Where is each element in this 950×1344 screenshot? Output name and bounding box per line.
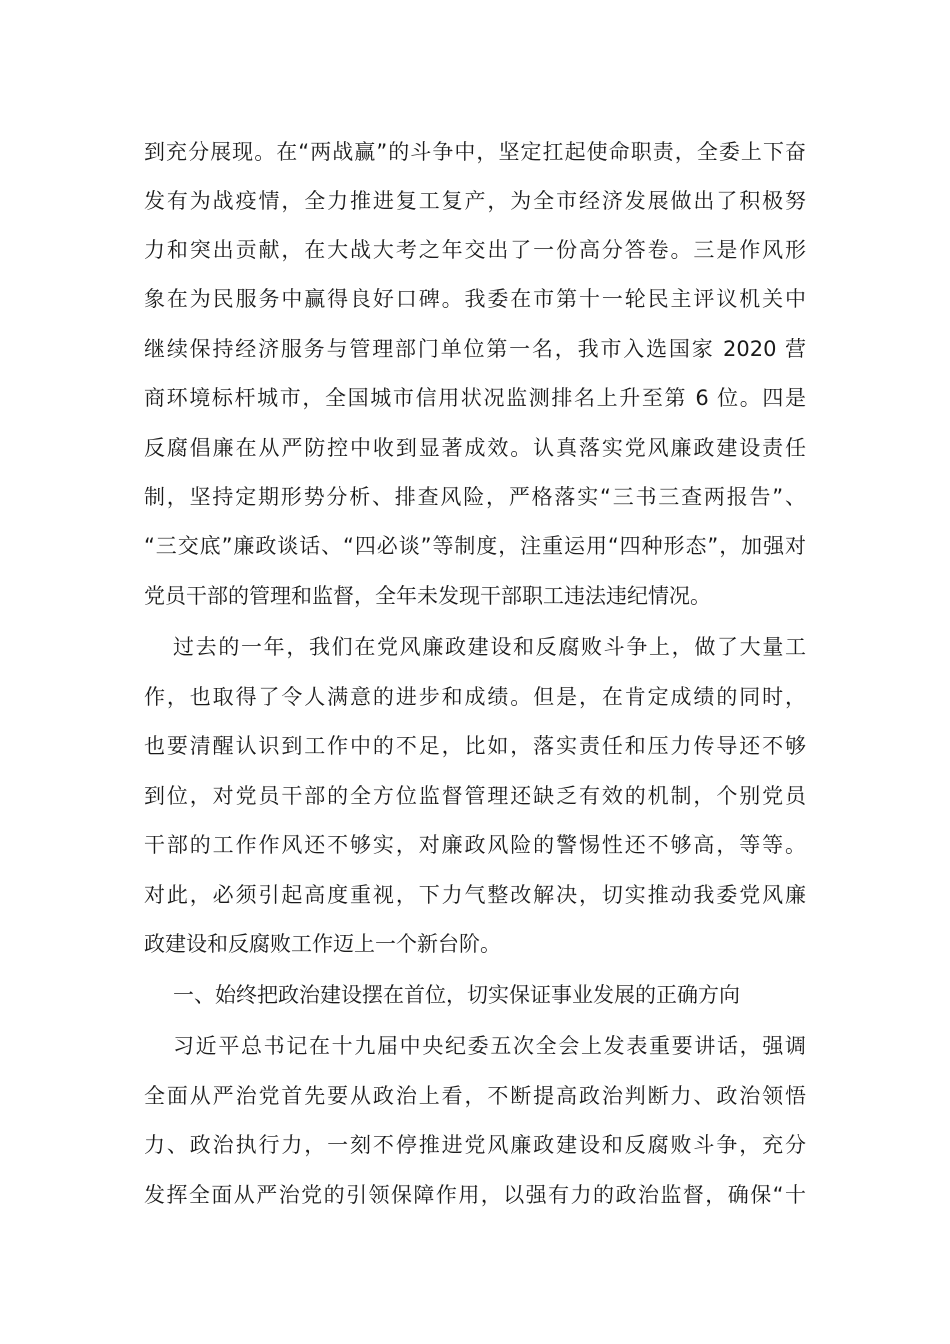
text-line: 到位，对党员干部的全方位监督管理还缺乏有效的机制，个别党员 — [144, 784, 806, 808]
text-line: 反腐倡廉在从严防控中收到显著成效。认真落实党风廉政建设责任 — [144, 436, 806, 460]
text-line: “三交底”廉政谈话、“四必谈”等制度，注重运用“四种形态”，加强对 — [144, 534, 806, 558]
text-line: 发有为战疫情，全力推进复工复产，为全市经济发展做出了积极努 — [144, 189, 806, 213]
text-line: 也要清醒认识到工作中的不足，比如，落实责任和压力传导还不够 — [144, 734, 806, 758]
text-line: 象在为民服务中赢得良好口碑。我委在市第十一轮民主评议机关中 — [144, 287, 806, 311]
text-line: 过去的一年，我们在党风廉政建设和反腐败斗争上，做了大量工 — [173, 635, 806, 659]
text-line: 作，也取得了令人满意的进步和成绩。但是，在肯定成绩的同时， — [144, 685, 806, 709]
text-line: 制，坚持定期形势分析、排查风险，严格落实“三书三查两报告”、 — [144, 485, 806, 509]
text-line: 到充分展现。在“两战赢”的斗争中，坚定扛起使命职责，全委上下奋 — [144, 140, 806, 164]
text-line: 干部的工作作风还不够实，对廉政风险的警惕性还不够高，等等。 — [144, 833, 806, 857]
text-line: 力、政治执行力，一刻不停推进党风廉政建设和反腐败斗争，充分 — [144, 1133, 806, 1157]
text-line: 继续保持经济服务与管理部门单位第一名，我市入选国家 2020 营 — [144, 337, 806, 361]
text-line: 政建设和反腐败工作迈上一个新台阶。 — [144, 932, 501, 956]
text-line: 全面从严治党首先要从政治上看，不断提高政治判断力、政治领悟 — [144, 1084, 806, 1108]
text-line: 商环境标杆城市，全国城市信用状况监测排名上升至第 6 位。四是 — [144, 386, 806, 410]
text-line: 对此，必须引起高度重视，下力气整改解决，切实推动我委党风廉 — [144, 883, 806, 907]
text-line: 习近平总书记在十九届中央纪委五次全会上发表重要讲话，强调 — [173, 1034, 806, 1058]
text-line: 发挥全面从严治党的引领保障作用，以强有力的政治监督，确保“十 — [144, 1183, 806, 1207]
section-heading: 一、始终把政治建设摆在首位，切实保证事业发展的正确方向 — [173, 983, 740, 1007]
text-line: 力和突出贡献，在大战大考之年交出了一份高分答卷。三是作风形 — [144, 238, 806, 262]
text-line: 党员干部的管理和监督，全年未发现干部职工违法违纪情况。 — [144, 584, 711, 608]
